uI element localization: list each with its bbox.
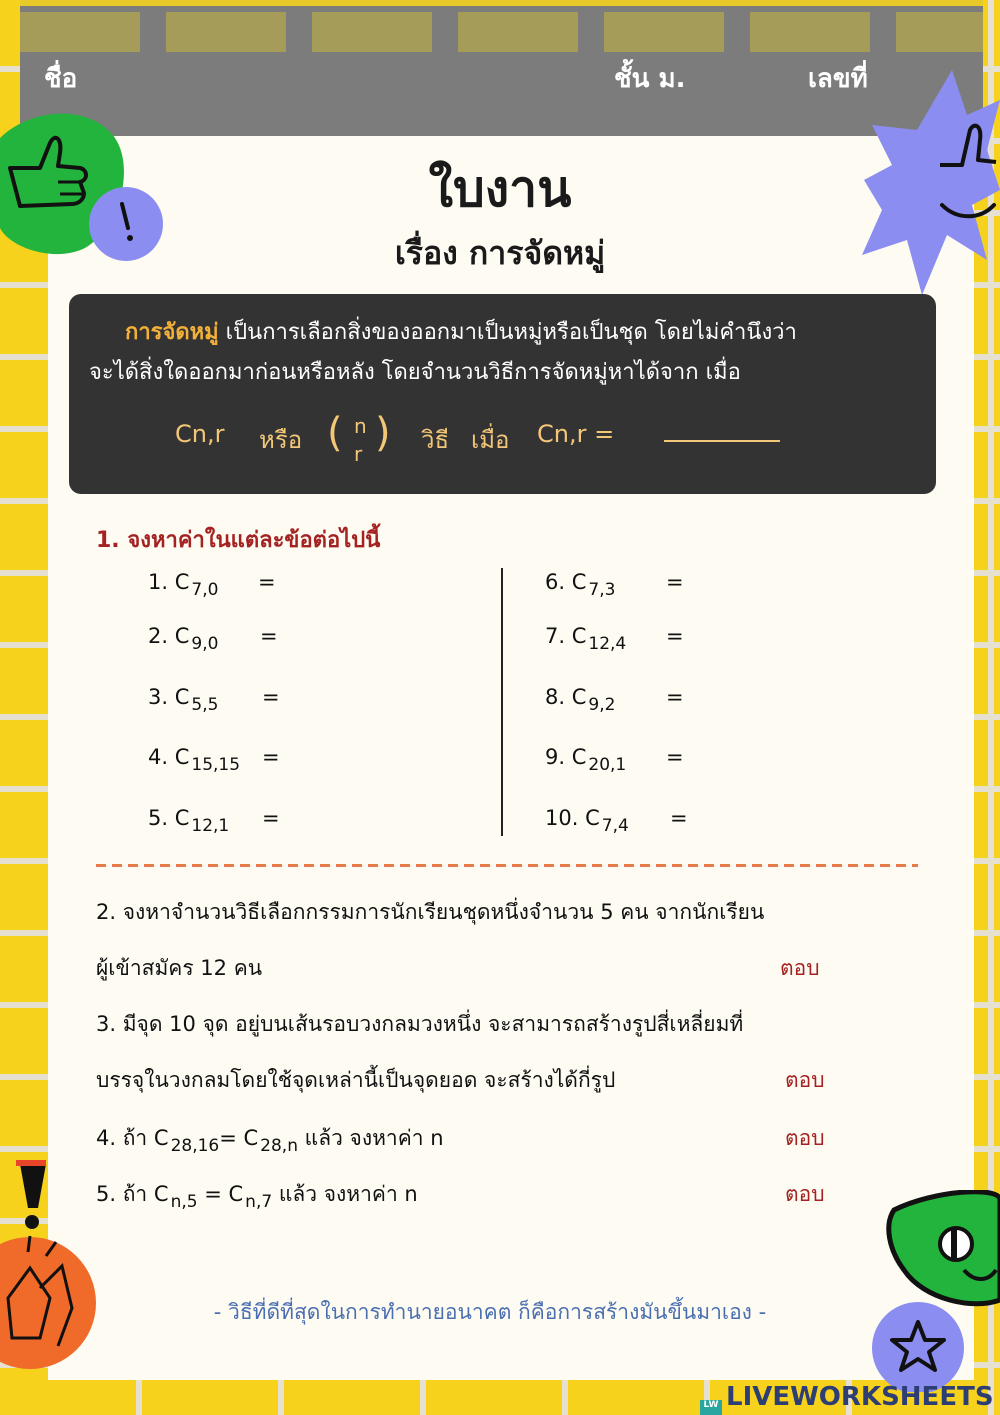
question-4-subscript-2: 28,n [260, 1136, 298, 1156]
question-5-prefix: 5. ถ้า C [96, 1182, 169, 1206]
item-1 [148, 570, 219, 600]
liveworksheets-logo[interactable] [700, 1382, 994, 1415]
footer-quote: - วิธีที่ดีที่สุดในการทำนายอนาคต ก็คือการสร้างมันขึ้นมาเอง - [213, 1300, 767, 1324]
column-divider [501, 568, 503, 836]
item-5-subscript: 12,1 [191, 816, 230, 836]
class-label: ชั้น ม. [614, 64, 686, 94]
question-2-line-2: ผู้เข้าสมัคร 12 คน [96, 956, 263, 980]
item-6 [545, 570, 616, 600]
question-4-prefix: 4. ถ้า C [96, 1126, 169, 1150]
item-2 [148, 624, 219, 654]
green-smile-face-icon [884, 1190, 1000, 1310]
exclamation-mark-icon [12, 1160, 58, 1232]
binomial-left-paren: ( [327, 410, 343, 456]
item-2-equals: = [260, 624, 278, 648]
liveworksheets-wordmark: LIVEWORKSHEETS [726, 1382, 994, 1412]
worksheet-subtitle: เรื่อง การจัดหมู่ [394, 234, 606, 272]
item-6-subscript: 7,3 [588, 580, 616, 600]
binomial-right-paren: ) [375, 410, 391, 456]
item-6-label: 6. C [545, 570, 587, 594]
item-3-equals: = [262, 685, 280, 709]
item-9-subscript: 20,1 [588, 755, 627, 775]
item-4-subscript: 15,15 [191, 755, 241, 775]
dashed-separator [96, 864, 918, 867]
item-3-subscript: 5,5 [191, 695, 219, 715]
item-1-label: 1. C [148, 570, 190, 594]
item-10 [545, 806, 629, 836]
question-2-answer-label: ตอบ [780, 956, 820, 980]
item-7 [545, 624, 627, 654]
item-9 [545, 745, 627, 775]
item-10-label: 10. C [545, 806, 600, 830]
item-5-label: 5. C [148, 806, 190, 830]
question-4-suffix: แล้ว จงหาค่า n [297, 1126, 444, 1150]
item-8-subscript: 9,2 [588, 695, 616, 715]
item-7-label: 7. C [545, 624, 587, 648]
item-1-subscript: 7,0 [191, 580, 219, 600]
definition-line-2: จะได้สิ่งใดออกมาก่อนหรือหลัง โดยจำนวนวิธีการจัดหมู่หาได้จาก เมื่อ [89, 360, 741, 385]
question-5-suffix: แล้ว จงหาค่า n [272, 1182, 418, 1206]
formula-when: เมื่อ [471, 426, 510, 454]
item-10-equals: = [670, 806, 688, 830]
item-9-label: 9. C [545, 745, 587, 769]
header-brick-pattern [20, 12, 983, 52]
item-8-equals: = [666, 685, 684, 709]
question-3-line-1: 3. มีจุด 10 จุด อยู่บนเส้นรอบวงกลมวงหนึ่ง จะสามารถสร้างรูปสี่เหลี่ยมที่ [96, 1012, 744, 1036]
definition-box [69, 294, 936, 494]
item-6-equals: = [666, 570, 684, 594]
question-4-answer-label: ตอบ [785, 1126, 825, 1150]
binomial-bottom: r [354, 442, 363, 466]
formula-ways: วิธี [421, 426, 450, 454]
formula-right: Cn,r = [537, 420, 615, 448]
definition-term: การจัดหมู่ [125, 320, 219, 345]
item-4 [148, 745, 241, 775]
item-10-subscript: 7,4 [601, 816, 629, 836]
item-2-label: 2. C [148, 624, 190, 648]
student-number-label: เลขที่ [808, 64, 868, 94]
item-9-equals: = [666, 745, 684, 769]
item-7-subscript: 12,4 [588, 634, 627, 654]
item-3-label: 3. C [148, 685, 190, 709]
question-2-line-1: 2. จงหาจำนวนวิธีเลือกกรรมการนักเรียนชุดหนึ่งจำนวน 5 คน จากนักเรียน [96, 900, 765, 924]
formula-left: Cn,r [175, 420, 225, 448]
binomial-top: n [354, 414, 367, 438]
question-5-mid: = C [197, 1182, 244, 1206]
question-5 [96, 1178, 418, 1211]
formula-or: หรือ [259, 426, 303, 454]
question-4-subscript-1: 28,16 [170, 1136, 220, 1156]
question-3-line-2: บรรจุในวงกลมโดยใช้จุดเหล่านี้เป็นจุดยอด จะสร้างได้กี่รูป [96, 1068, 616, 1092]
item-3 [148, 685, 219, 715]
question-5-subscript-1: n,5 [170, 1192, 198, 1212]
question-5-answer-label: ตอบ [785, 1182, 825, 1206]
name-label: ชื่อ [44, 64, 78, 94]
definition-line-1-text: เป็นการเลือกสิ่งของออกมาเป็นหมู่หรือเป็นชุด โดยไม่คำนึงว่า [218, 320, 797, 345]
item-5 [148, 806, 230, 836]
question-5-subscript-2: n,7 [245, 1192, 273, 1212]
definition-line-1 [125, 318, 797, 348]
formula-answer-blank[interactable] [664, 440, 780, 442]
question-4-mid: = C [219, 1126, 259, 1150]
item-4-equals: = [262, 745, 280, 769]
item-7-equals: = [666, 624, 684, 648]
item-8-label: 8. C [545, 685, 587, 709]
item-5-equals: = [262, 806, 280, 830]
item-2-subscript: 9,0 [191, 634, 219, 654]
item-1-equals: = [258, 570, 276, 594]
question-3-answer-label: ตอบ [785, 1068, 825, 1092]
liveworksheets-mark-icon: LW [700, 1400, 722, 1415]
item-8 [545, 685, 616, 715]
section-1-heading: 1. จงหาค่าในแต่ละข้อต่อไปนี้ [96, 528, 381, 553]
item-4-label: 4. C [148, 745, 190, 769]
worksheet-title: ใบงาน [428, 160, 572, 218]
question-4 [96, 1122, 444, 1155]
